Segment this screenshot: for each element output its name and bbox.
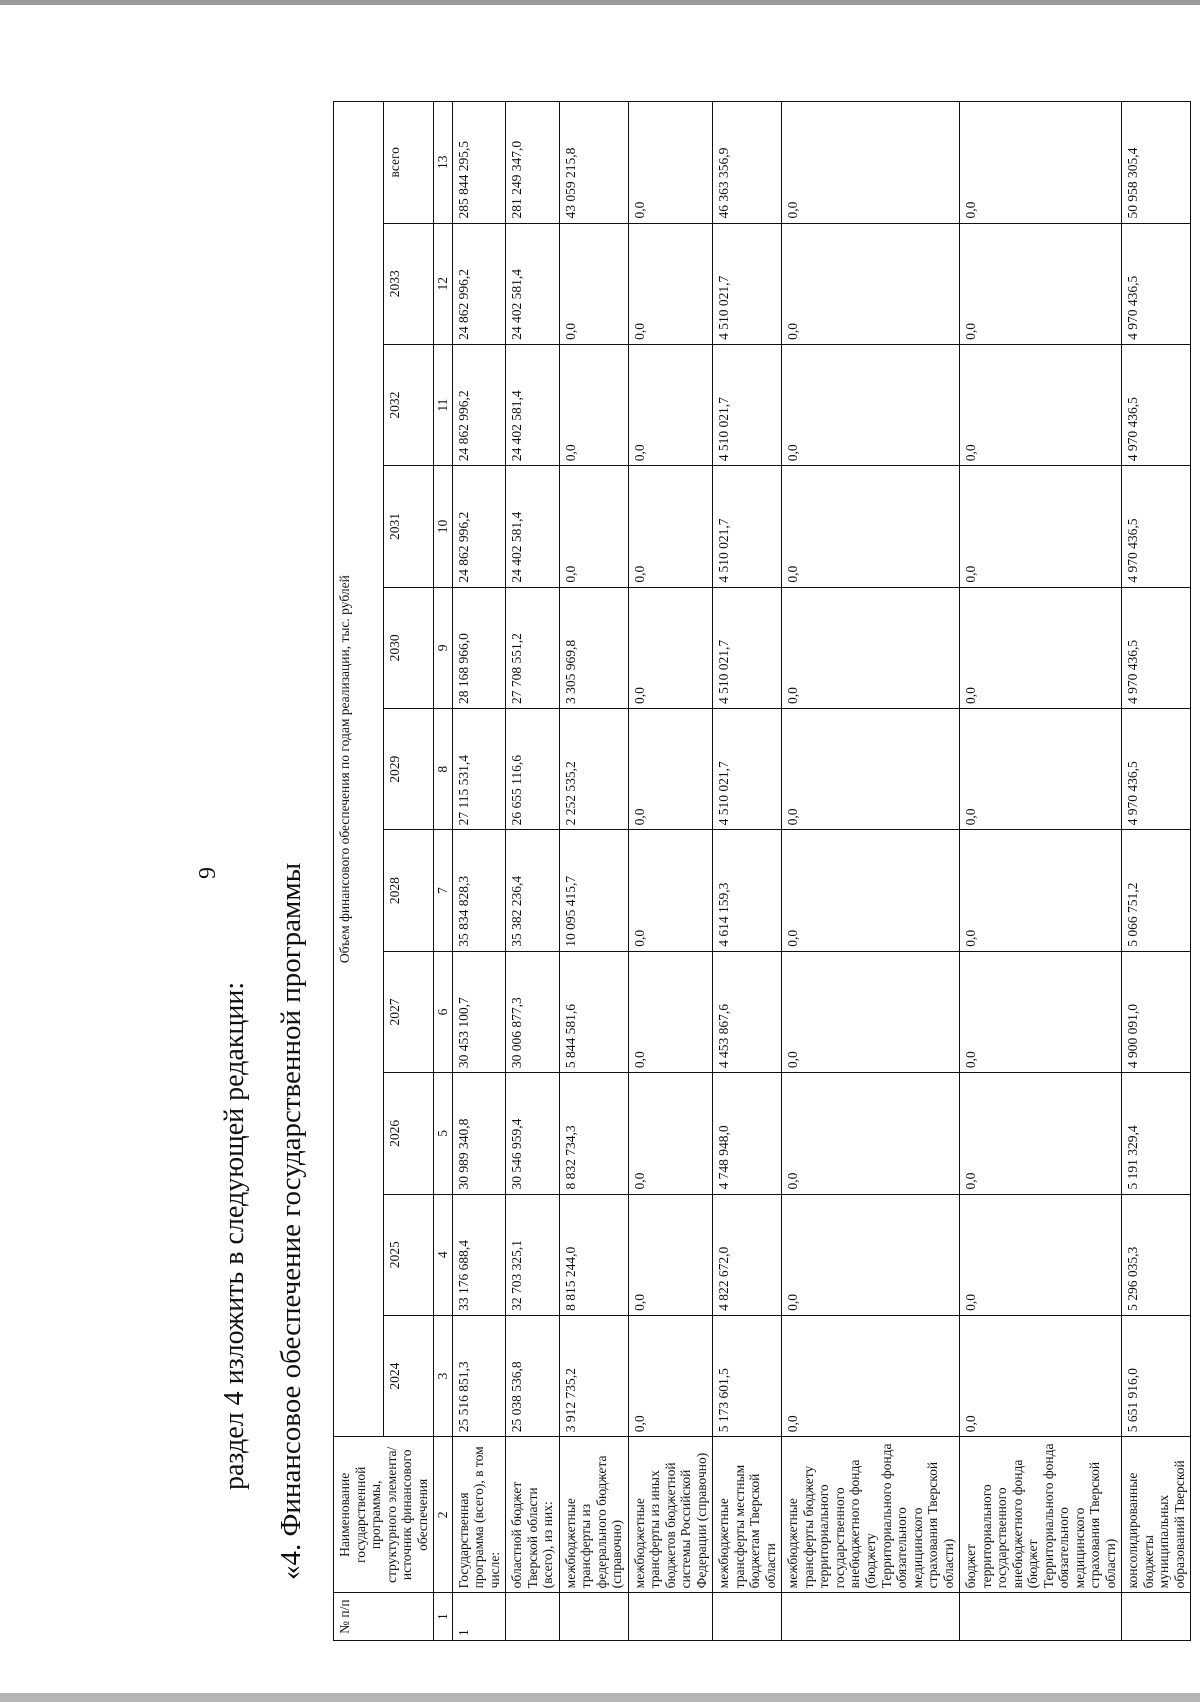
column-index-cell: 1 xyxy=(434,1593,453,1641)
value-cell: 4 510 021,7 xyxy=(713,223,782,344)
value-cell: 4 970 436,5 xyxy=(1122,466,1191,587)
page-number: 9 xyxy=(195,867,221,879)
value-cell: 32 703 325,1 xyxy=(506,1194,560,1315)
row-number-cell xyxy=(782,1593,960,1641)
financing-table-container xyxy=(333,101,1187,1641)
value-cell: 4 970 436,5 xyxy=(1122,587,1191,708)
value-cell: 4 748 948,0 xyxy=(713,1073,782,1194)
table-row xyxy=(960,102,1122,1641)
row-name-cell: областной бюджет Тверской области (всего), из них: xyxy=(506,1437,560,1593)
value-cell: 27 115 531,4 xyxy=(452,709,506,830)
value-cell: 50 958 305,4 xyxy=(1122,102,1191,224)
header-year: 2024 xyxy=(384,1315,434,1436)
header-volume: Объем финансового обеспечения по годам реализации, тыс. рублей xyxy=(334,102,384,1437)
row-number-cell xyxy=(559,1593,628,1641)
value-cell: 30 546 959,4 xyxy=(506,1073,560,1194)
header-name: Наименование государственной программы, структурного элемента/источник финансового обеспечения xyxy=(334,1437,434,1593)
column-index-cell: 5 xyxy=(434,1073,453,1194)
value-cell: 27 708 551,2 xyxy=(506,587,560,708)
header-year: 2029 xyxy=(384,709,434,830)
value-cell: 0,0 xyxy=(628,1315,713,1436)
financing-table xyxy=(333,101,1191,1641)
section-title: «4. Финансовое обеспечение государственной программы xyxy=(275,862,307,1580)
value-cell: 4 970 436,5 xyxy=(1122,223,1191,344)
value-cell: 4 453 867,6 xyxy=(713,951,782,1072)
value-cell: 0,0 xyxy=(628,951,713,1072)
column-index-cell: 11 xyxy=(434,344,453,465)
table-header-row xyxy=(334,102,384,1641)
column-index-cell: 13 xyxy=(434,102,453,224)
value-cell: 33 176 688,4 xyxy=(452,1194,506,1315)
value-cell: 0,0 xyxy=(782,1073,960,1194)
row-number-cell xyxy=(506,1593,560,1641)
value-cell: 26 655 116,6 xyxy=(506,709,560,830)
table-row xyxy=(782,102,960,1641)
value-cell: 25 038 536,8 xyxy=(506,1315,560,1436)
column-index-cell: 8 xyxy=(434,709,453,830)
value-cell: 3 912 735,2 xyxy=(559,1315,628,1436)
value-cell: 8 815 244,0 xyxy=(559,1194,628,1315)
value-cell: 4 510 021,7 xyxy=(713,344,782,465)
row-name-cell: межбюджетные трансферты из иных бюджетов бюджетной системы Российской Федерации (справочно) xyxy=(628,1437,713,1593)
value-cell: 2 252 535,2 xyxy=(559,709,628,830)
column-index-cell: 9 xyxy=(434,587,453,708)
value-cell: 0,0 xyxy=(782,344,960,465)
table-row xyxy=(506,102,560,1641)
value-cell: 30 006 877,3 xyxy=(506,951,560,1072)
value-cell: 0,0 xyxy=(782,223,960,344)
column-index-cell: 2 xyxy=(434,1437,453,1593)
value-cell: 0,0 xyxy=(960,709,1122,830)
header-year: 2025 xyxy=(384,1194,434,1315)
value-cell: 0,0 xyxy=(960,344,1122,465)
table-row xyxy=(713,102,782,1641)
value-cell: 0,0 xyxy=(782,102,960,224)
value-cell: 5 296 035,3 xyxy=(1122,1194,1191,1315)
value-cell: 0,0 xyxy=(782,951,960,1072)
header-year: 2030 xyxy=(384,587,434,708)
table-index-row xyxy=(434,102,453,1641)
value-cell: 4 614 159,3 xyxy=(713,830,782,951)
column-index-cell: 6 xyxy=(434,951,453,1072)
value-cell: 0,0 xyxy=(628,587,713,708)
column-index-cell: 7 xyxy=(434,830,453,951)
value-cell: 5 173 601,5 xyxy=(713,1315,782,1436)
row-number-cell xyxy=(628,1593,713,1641)
column-index-cell: 12 xyxy=(434,223,453,344)
value-cell: 4 510 021,7 xyxy=(713,709,782,830)
value-cell: 25 516 851,3 xyxy=(452,1315,506,1436)
table-row xyxy=(628,102,713,1641)
value-cell: 4 510 021,7 xyxy=(713,466,782,587)
value-cell: 0,0 xyxy=(782,1194,960,1315)
value-cell: 0,0 xyxy=(628,344,713,465)
header-year: 2026 xyxy=(384,1073,434,1194)
value-cell: 0,0 xyxy=(960,102,1122,224)
value-cell: 24 862 996,2 xyxy=(452,223,506,344)
header-year: 2031 xyxy=(384,466,434,587)
scan-top-edge xyxy=(0,0,1200,5)
value-cell: 3 305 969,8 xyxy=(559,587,628,708)
row-name-cell: Государственная программа (всего), в том числе: xyxy=(452,1437,506,1593)
value-cell: 4 970 436,5 xyxy=(1122,344,1191,465)
value-cell: 0,0 xyxy=(628,830,713,951)
value-cell: 24 862 996,2 xyxy=(452,466,506,587)
row-name-cell: межбюджетные трансферты местным бюджетам Тверской области xyxy=(713,1437,782,1593)
value-cell: 4 822 672,0 xyxy=(713,1194,782,1315)
value-cell: 0,0 xyxy=(628,709,713,830)
value-cell: 285 844 295,5 xyxy=(452,102,506,224)
value-cell: 0,0 xyxy=(960,223,1122,344)
value-cell: 8 832 734,3 xyxy=(559,1073,628,1194)
value-cell: 4 900 091,0 xyxy=(1122,951,1191,1072)
value-cell: 10 095 415,7 xyxy=(559,830,628,951)
value-cell: 0,0 xyxy=(782,1315,960,1436)
value-cell: 43 059 215,8 xyxy=(559,102,628,224)
value-cell: 0,0 xyxy=(960,466,1122,587)
value-cell: 0,0 xyxy=(559,223,628,344)
header-year: 2032 xyxy=(384,344,434,465)
row-name-cell: межбюджетные трансферты бюджету территориального государственного внебюджетного фонда (бюджету Территориального фонда обязательного медицинского страхования Тверской области) xyxy=(782,1437,960,1593)
header-year: 2033 xyxy=(384,223,434,344)
value-cell: 0,0 xyxy=(559,344,628,465)
row-name-cell: межбюджетные трансферты из федерального бюджета (справочно) xyxy=(559,1437,628,1593)
row-name-cell: бюджет территориального государственного внебюджетного фонда (бюджет Территориального фонда обязательного медицинского страхования Тверской области) xyxy=(960,1437,1122,1593)
value-cell: 5 066 751,2 xyxy=(1122,830,1191,951)
scan-bottom-edge xyxy=(0,1693,1200,1702)
value-cell: 0,0 xyxy=(960,830,1122,951)
value-cell: 0,0 xyxy=(782,709,960,830)
row-number-cell: 1 xyxy=(452,1593,506,1641)
value-cell: 30 453 100,7 xyxy=(452,951,506,1072)
value-cell: 0,0 xyxy=(782,587,960,708)
header-year: 2027 xyxy=(384,951,434,1072)
value-cell: 0,0 xyxy=(628,466,713,587)
row-number-cell xyxy=(1122,1593,1191,1641)
value-cell: 5 651 916,0 xyxy=(1122,1315,1191,1436)
value-cell: 0,0 xyxy=(628,1073,713,1194)
table-body xyxy=(452,102,1191,1641)
value-cell: 24 402 581,4 xyxy=(506,344,560,465)
intro-text: раздел 4 изложить в следующей редакции: xyxy=(219,981,250,1490)
value-cell: 0,0 xyxy=(782,830,960,951)
value-cell: 0,0 xyxy=(960,1073,1122,1194)
header-number: № п/п xyxy=(334,1593,434,1641)
value-cell: 35 382 236,4 xyxy=(506,830,560,951)
table-row xyxy=(452,102,506,1641)
header-year: 2028 xyxy=(384,830,434,951)
value-cell: 0,0 xyxy=(960,587,1122,708)
value-cell: 0,0 xyxy=(628,1194,713,1315)
row-name-cell: консолидированные бюджеты муниципальных образований Тверской xyxy=(1122,1437,1191,1593)
table-row xyxy=(559,102,628,1641)
value-cell: 0,0 xyxy=(960,951,1122,1072)
value-cell: 28 168 966,0 xyxy=(452,587,506,708)
table-year-row xyxy=(384,102,434,1641)
value-cell: 5 191 329,4 xyxy=(1122,1073,1191,1194)
value-cell: 4 970 436,5 xyxy=(1122,709,1191,830)
value-cell: 30 989 340,8 xyxy=(452,1073,506,1194)
value-cell: 24 402 581,4 xyxy=(506,223,560,344)
value-cell: 0,0 xyxy=(628,223,713,344)
value-cell: 0,0 xyxy=(628,102,713,224)
value-cell: 281 249 347,0 xyxy=(506,102,560,224)
value-cell: 24 862 996,2 xyxy=(452,344,506,465)
column-index-cell: 3 xyxy=(434,1315,453,1436)
value-cell: 4 510 021,7 xyxy=(713,587,782,708)
value-cell: 5 844 581,6 xyxy=(559,951,628,1072)
column-index-cell: 10 xyxy=(434,466,453,587)
table-row xyxy=(1122,102,1191,1641)
value-cell: 0,0 xyxy=(782,466,960,587)
value-cell: 35 834 828,3 xyxy=(452,830,506,951)
value-cell: 0,0 xyxy=(559,466,628,587)
row-number-cell xyxy=(713,1593,782,1641)
value-cell: 0,0 xyxy=(960,1194,1122,1315)
header-year: всего xyxy=(384,102,434,224)
column-index-cell: 4 xyxy=(434,1194,453,1315)
value-cell: 0,0 xyxy=(960,1315,1122,1436)
row-number-cell xyxy=(960,1593,1122,1641)
value-cell: 46 363 356,9 xyxy=(713,102,782,224)
value-cell: 24 402 581,4 xyxy=(506,466,560,587)
